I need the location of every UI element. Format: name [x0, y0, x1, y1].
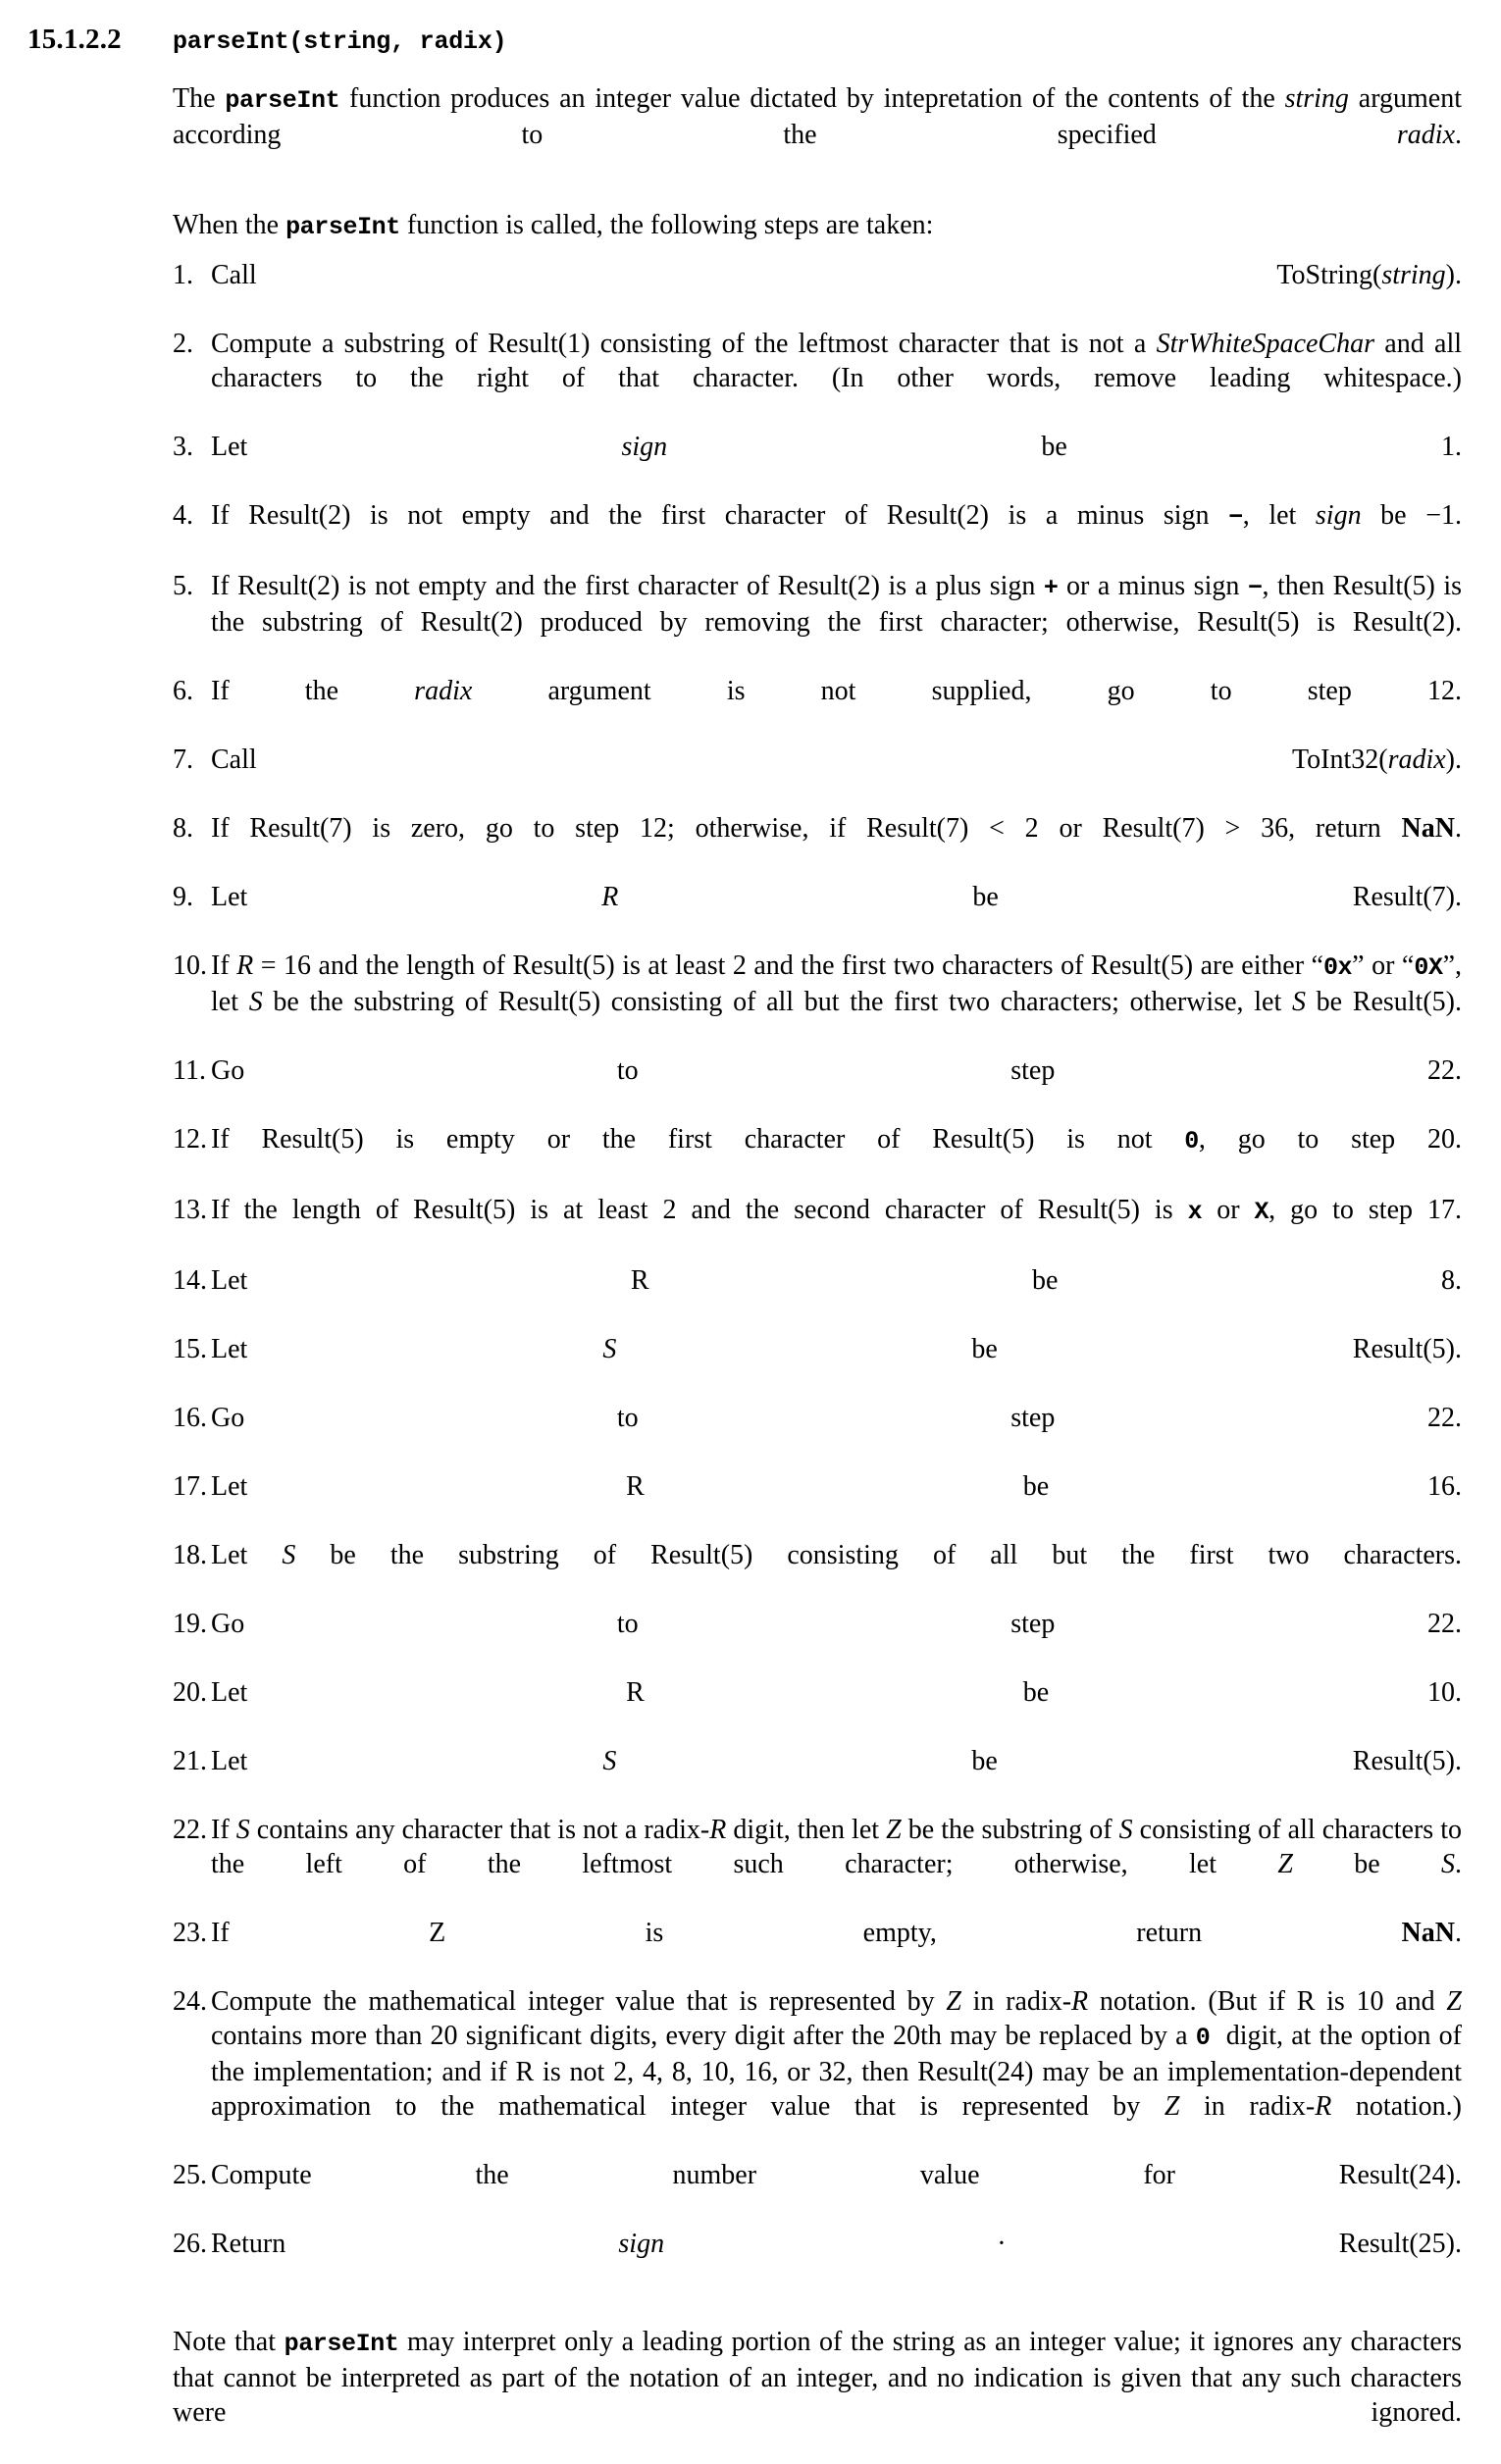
list-item	[173, 2227, 1462, 2295]
step-number: 7.	[173, 744, 193, 775]
step-text: If R = 16 and the length of Result(5) is at least 2 and the first two characters of Result(5) are either “0x” or “0X”, let S be the substring of Result(5) consisting of all but the first two characters; otherwise, let S be Result(5).	[211, 950, 1463, 1017]
section-title: parseInt(string, radix)	[173, 27, 507, 56]
step-number: 25.	[173, 2160, 207, 2190]
step-number: 12.	[173, 1124, 207, 1155]
list-item	[173, 1813, 1462, 1916]
list-item	[173, 949, 1462, 1053]
parseint-literal: parseInt	[225, 86, 340, 115]
step-text: If Z is empty, return NaN.	[211, 1918, 1462, 1948]
step-number: 15.	[173, 1334, 207, 1364]
step-text: Go to step 22.	[211, 1609, 1462, 1639]
list-item	[173, 430, 1462, 498]
step-text: Return sign · Result(25).	[211, 2229, 1462, 2259]
step-number: 3.	[173, 432, 193, 462]
list-item	[173, 1675, 1462, 1744]
section-number: 15.1.2.2	[27, 24, 122, 55]
list-item	[173, 498, 1462, 569]
step-number: 13.	[173, 1195, 207, 1225]
list-item	[173, 811, 1462, 880]
step-text: Let R be Result(7).	[211, 882, 1462, 912]
list-item	[173, 1916, 1462, 1984]
step-text: Compute the mathematical integer value that is represented by Z in radix-R notation. (But if R is 10 and Z contains more than 20 significant digits, every digit after the 20th may be replaced by a 0 digit, at the option of the implementation; and if R is not 2, 4, 8, 10, 16, or 32, then Result(24) may be an implementation-dependent approximation to the mathematical integer value that is represented by Z in radix-R notation.)	[211, 1986, 1463, 2122]
list-item	[173, 1607, 1462, 1675]
list-item	[173, 1744, 1462, 1813]
step-text: Call ToInt32(radix).	[211, 744, 1462, 775]
step-text: If Result(2) is not empty and the first character of Result(2) is a minus sign −, let sign be −1.	[211, 500, 1462, 532]
list-item	[173, 1332, 1462, 1401]
step-number: 22.	[173, 1815, 207, 1845]
step-number: 17.	[173, 1471, 207, 1502]
parseint-literal: parseInt	[284, 2330, 399, 2358]
step-number: 14.	[173, 1265, 207, 1296]
list-item	[173, 1263, 1462, 1332]
step-number: 24.	[173, 1986, 207, 2017]
list-item	[173, 569, 1462, 674]
list-item	[173, 327, 1462, 430]
step-number: 10.	[173, 950, 207, 981]
step-text: Let R be 10.	[211, 1677, 1462, 1708]
list-item	[173, 1401, 1462, 1469]
step-number: 20.	[173, 1677, 207, 1708]
intro-paragraph-1: The parseInt function produces an integer value dictated by intepretation of the contents of the string argument according to the specified radix.	[173, 83, 1463, 150]
step-text: Compute the number value for Result(24).	[211, 2160, 1462, 2190]
step-text: Call ToString(string).	[211, 260, 1462, 290]
step-number: 16.	[173, 1403, 207, 1433]
list-item	[173, 1122, 1462, 1193]
step-text: Let sign be 1.	[211, 432, 1462, 462]
step-number: 2.	[173, 329, 193, 359]
list-item	[173, 743, 1462, 811]
step-number: 26.	[173, 2229, 207, 2259]
step-number: 18.	[173, 1540, 207, 1570]
list-item	[173, 258, 1462, 327]
step-text: Go to step 22.	[211, 1403, 1462, 1433]
step-text: If Result(7) is zero, go to step 12; otherwise, if Result(7) < 2 or Result(7) > 36, return NaN.	[211, 813, 1462, 844]
algorithm-steps-list	[173, 258, 1462, 2295]
step-text: If Result(2) is not empty and the first character of Result(2) is a plus sign + or a minus sign −, then Result(5) is the substring of Result(2) produced by removing the first character; otherwise, Result(5) is Result(2).	[211, 571, 1463, 638]
step-number: 4.	[173, 500, 193, 531]
step-number: 9.	[173, 882, 193, 912]
step-number: 19.	[173, 1609, 207, 1639]
step-text: Let R be 16.	[211, 1471, 1462, 1502]
step-number: 11.	[173, 1055, 206, 1086]
list-item	[173, 1469, 1462, 1538]
closing-note-paragraph: Note that parseInt may interpret only a leading portion of the string as an integer value; it ignores any characters that cannot be interpreted as part of the notation of an integer, and no indication is given that any such characters were ignored.	[173, 2327, 1462, 2428]
step-text: If S contains any character that is not a radix-R digit, then let Z be the substring of S consisting of all characters to the left of the leftmost such character; otherwise, let Z be S.	[211, 1815, 1463, 1879]
step-text: Let S be the substring of Result(5) consisting of all but the first two characters.	[211, 1540, 1462, 1570]
list-item	[173, 2158, 1462, 2227]
step-number: 6.	[173, 676, 193, 706]
section-heading	[27, 22, 1462, 60]
step-text: Go to step 22.	[211, 1055, 1462, 1086]
step-text: If the length of Result(5) is at least 2 and the second character of Result(5) is x or X, go to step 17.	[211, 1195, 1462, 1226]
step-text: Let S be Result(5).	[211, 1334, 1462, 1364]
step-text: Let S be Result(5).	[211, 1746, 1462, 1776]
list-item	[173, 674, 1462, 743]
list-item	[173, 1538, 1462, 1607]
step-text: If the radix argument is not supplied, go to step 12.	[211, 676, 1462, 706]
step-number: 8.	[173, 813, 193, 844]
list-item	[173, 1193, 1462, 1263]
intro-paragraph-2: When the parseInt function is called, the following steps are taken:	[173, 210, 934, 241]
body-column	[173, 81, 1462, 2464]
step-text: If Result(5) is empty or the first character of Result(5) is not 0, go to step 20.	[211, 1124, 1462, 1155]
step-text: Compute a substring of Result(1) consisting of the leftmost character that is not a StrWhiteSpaceChar and all characters to the right of that character. (In other words, remove leading whitespace.)	[211, 329, 1462, 393]
step-number: 5.	[173, 571, 193, 601]
step-text: Let R be 8.	[211, 1265, 1462, 1296]
step-number: 23.	[173, 1918, 207, 1948]
parseint-literal: parseInt	[285, 213, 400, 241]
list-item	[173, 880, 1462, 949]
step-number: 21.	[173, 1746, 207, 1776]
list-item	[173, 1984, 1462, 2158]
step-number: 1.	[173, 260, 193, 290]
list-item	[173, 1053, 1462, 1122]
